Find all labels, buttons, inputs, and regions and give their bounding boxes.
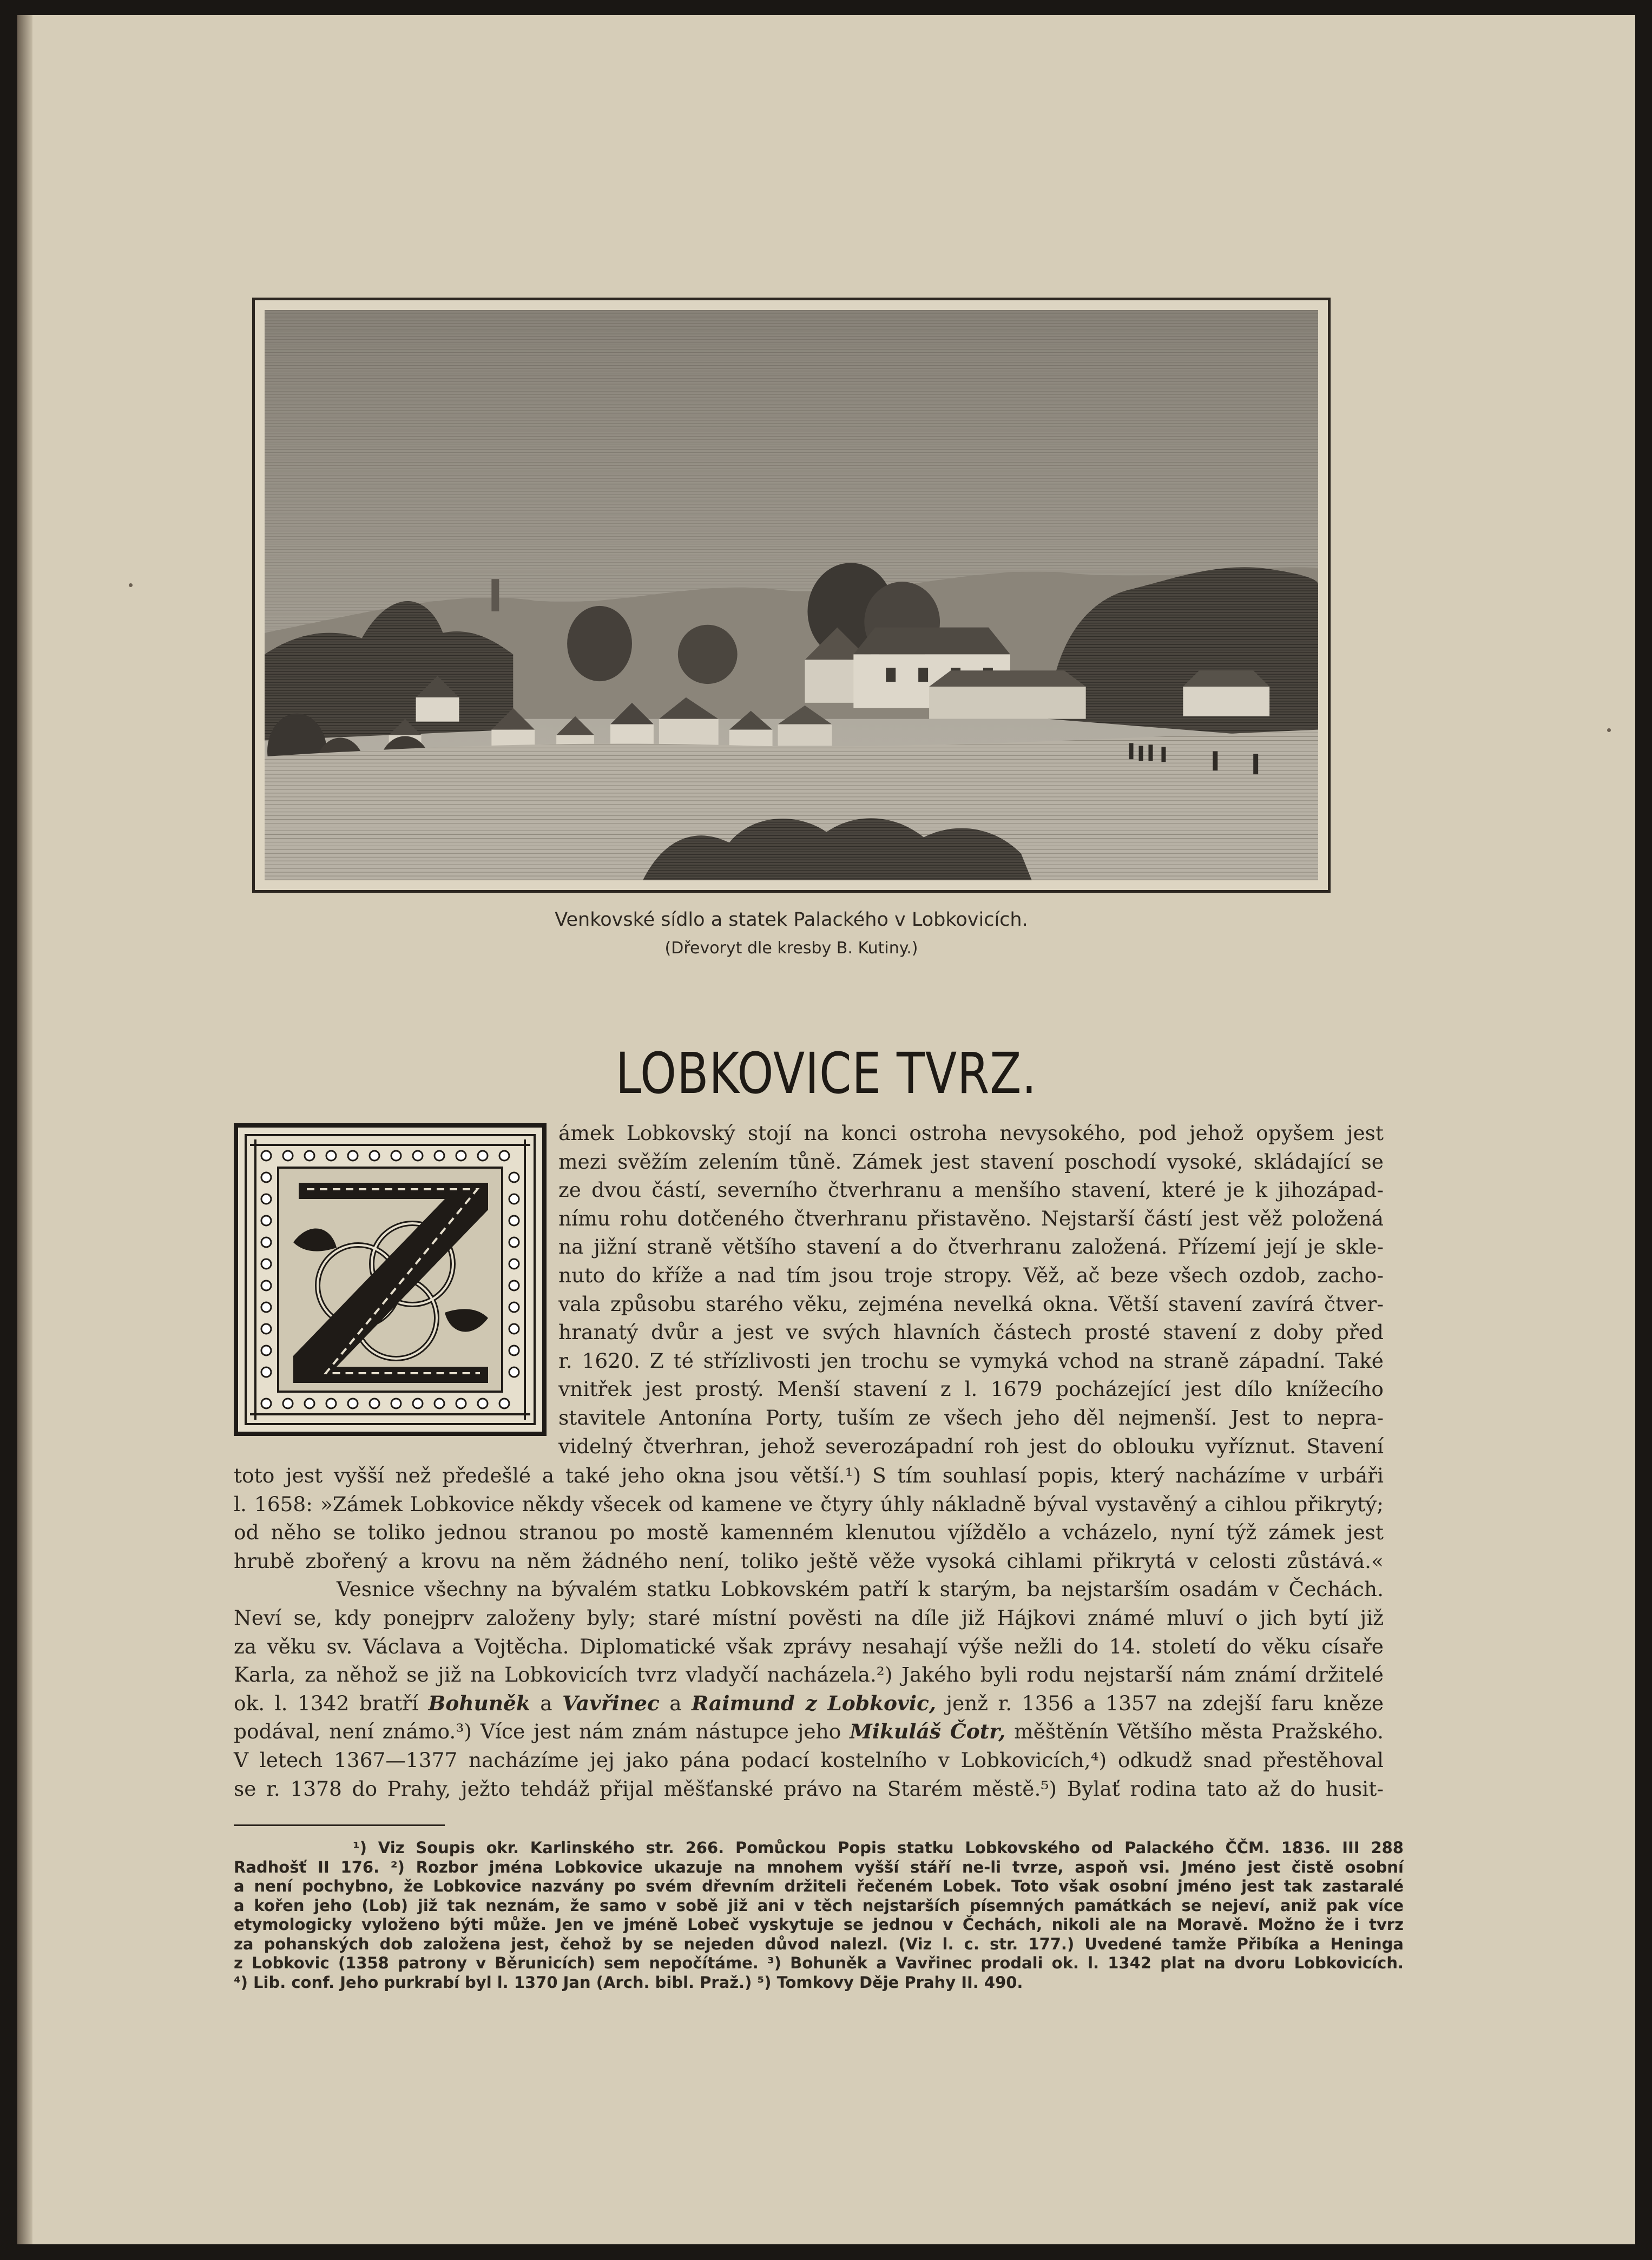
footnote-line: a není pochybno, že Lobkovice nazvány po svém dřevním držiteli řečeném Lobek. Toto však osobní jméno jest tak zastaralé — [234, 1877, 1404, 1895]
text-line: od něho se toliko jednou stranou po mostě kamenném klenutou vjíždělo a vcházelo, nyní týž zámek jest — [234, 1520, 1384, 1545]
text-run: a — [659, 1691, 692, 1715]
book-spine-shadow — [17, 15, 32, 2244]
footnote-separator — [234, 1824, 445, 1826]
text-line: nímu rohu dotčeného čtverhranu přistavěno. Nejstarší částí jest věž položená — [558, 1206, 1384, 1230]
article-title: LOBKOVICE TVRZ. — [615, 1040, 1037, 1106]
person-name: Bohuněk — [428, 1691, 530, 1715]
paper-speck — [1607, 728, 1611, 732]
footnote-line: z Lobkovic (1358 patrony v Běrunicích) sem nepočítáme. ³) Bohuněk a Vavřinec prodali ok. l. 1342 plat na dvoru Lobkovicích. — [234, 1954, 1404, 1972]
text-line: za věku sv. Václava a Vojtěcha. Diplomatické však zprávy nesahají výše nežli do 14. století do věku císaře — [234, 1634, 1384, 1658]
text-line: nuto do kříže a nad tím jsou troje stropy. Věž, ač beze všech ozdob, zacho- — [558, 1263, 1384, 1287]
text-line: mezi svěžím zelením tůně. Zámek jest stavení poschodí vysoké, skládající se — [558, 1149, 1384, 1174]
footnote-line: ⁴) Lib. conf. Jeho purkrabí byl l. 1370 Jan (Arch. bibl. Praž.) ⁵) Tomkovy Děje Prahy II. 490. — [234, 1973, 1023, 1992]
text-line: V letech 1367—1377 nacházíme jej jako pána podací kostelního v Lobkovicích,⁴) odkudž snad přestěhoval — [234, 1748, 1384, 1772]
text-line: Neví se, kdy ponejprv založeny byly; staré místní pověsti na díle již Hájkovi známé mluví o jich bytí již — [234, 1605, 1384, 1630]
person-name: Mikuláš Čotr, — [850, 1719, 1006, 1744]
manor-roof — [853, 628, 1010, 655]
footnote-line: ¹) Viz Soupis okr. Karlinského str. 266. Pomůckou Popis statku Lobkovského od Palackého ČČM. 1836. III 288 — [353, 1839, 1404, 1857]
text-line: Karla, za něhož se již na Lobkovicích tvrz vladyčí nacházela.²) Jakého byli rodu nejstarší nám známí držitelé — [234, 1663, 1384, 1687]
figure-credit: (Dřevoryt dle kresby B. Kutiny.) — [664, 939, 918, 958]
text-line: se r. 1378 do Prahy, ježto tehdáž přijal měšťanské právo na Starém městě.⁵) Bylať rodina tato až do husit- — [234, 1776, 1384, 1801]
text-line-with-names — [234, 1689, 1384, 1718]
village-landscape-image — [265, 310, 1318, 880]
distant-tower — [491, 579, 499, 611]
text-line: Vesnice všechny na bývalém statku Lobkovském patří k starým, ba nejstarším osadám v Čechách. — [337, 1577, 1384, 1602]
paragraph-beside-initial — [558, 1119, 1384, 1460]
text-line: vala způsobu starého věku, zejména nevelká okna. Větší stavení zavírá čtver- — [558, 1292, 1384, 1316]
text-line-with-name — [234, 1717, 1384, 1746]
text-line: toto jest vyšší než předešlé a také jeho okna jsou větší.¹) S tím souhlasí popis, který nacházíme v urbáři — [234, 1464, 1384, 1487]
text-run: a — [530, 1691, 563, 1715]
book-page — [17, 15, 1635, 2244]
text-line: r. 1620. Z té střízlivosti jen trochu se vymyká vchod na straně západní. Také — [558, 1348, 1384, 1373]
text-line: hranatý dvůr a jest ve svých hlavních částech prosté stavení z doby před — [558, 1320, 1384, 1345]
text-line: ámek Lobkovský stojí na konci ostroha nevysokého, pod jehož opyšem jest — [558, 1121, 1384, 1145]
person-name: Vavřinec — [562, 1691, 660, 1715]
woodcut-illustration — [252, 298, 1331, 893]
text-line: ze dvou částí, severního čtverhranu a menšího stavení, které je k jihozápad- — [558, 1178, 1384, 1202]
text-line: na jižní straně většího stavení a do čtverhranu založená. Přízemí její je skle- — [558, 1235, 1384, 1259]
text-line: l. 1658: »Zámek Lobkovice někdy všecek od kamene ve čtyry úhly nákladně býval vystavěný a cihlou přikrytý; — [234, 1492, 1384, 1516]
text-run: měštěnín Většího města Pražského. — [1005, 1719, 1384, 1744]
text-line: vnitřek jest prostý. Menší stavení z l. 1679 pocházející jest dílo knížecího — [558, 1377, 1384, 1401]
text-run: podával, není známo.³) Více jest nám znám nástupce jeho — [234, 1719, 850, 1744]
paragraph-full-width — [234, 1461, 1384, 1803]
text-line: videlný čtverhran, jehož severozápadní roh jest do oblouku vyříznut. Stavení — [558, 1434, 1384, 1458]
paper-speck — [129, 583, 133, 587]
footnotes — [234, 1839, 1404, 1992]
text-run: jenž r. 1356 a 1357 na zdejší faru kněze — [936, 1691, 1384, 1715]
footnote-line: Radhošť II 176. ²) Rozbor jména Lobkovice ukazuje na mnohem vyšší stáří ne-li tvrze, aspoň vsi. Jméno jest čistě osobní — [234, 1857, 1404, 1876]
footnote-line: za pohanských dob založena jest, čehož by se nejeden důvod nalezl. (Viz l. c. str. 177.) Uvedené tamže Přibíka a Heninga — [234, 1934, 1404, 1953]
footnote-line: a kořen jeho (Lob) již tak neznám, že samo v sobě již ani v těch nejstarších písemných památkách se nejeví, aniž pak více — [234, 1896, 1404, 1915]
footnote-line: etymologicky vyloženo býti může. Jen ve jméně Lobeč vyskytuje se jednou v Čechách, nikoli ale na Moravě. Možno že i tvrz — [234, 1915, 1404, 1934]
text-run: ok. l. 1342 bratří — [234, 1691, 429, 1715]
decorative-initial-z — [234, 1123, 547, 1436]
text-line: stavitele Antonína Porty, tuším ze všech jeho děl nejmenší. Jest to nepra- — [558, 1405, 1384, 1429]
text-line: hrubě zbořený a krovu na něm žádného není, toliko ještě věže vysoká cihlami přikrytá v celosti zůstává.« — [234, 1549, 1384, 1573]
person-name: Raimund z Lobkovic, — [691, 1691, 936, 1715]
figure-caption: Venkovské sídlo a statek Palackého v Lobkovicích. — [555, 909, 1028, 931]
